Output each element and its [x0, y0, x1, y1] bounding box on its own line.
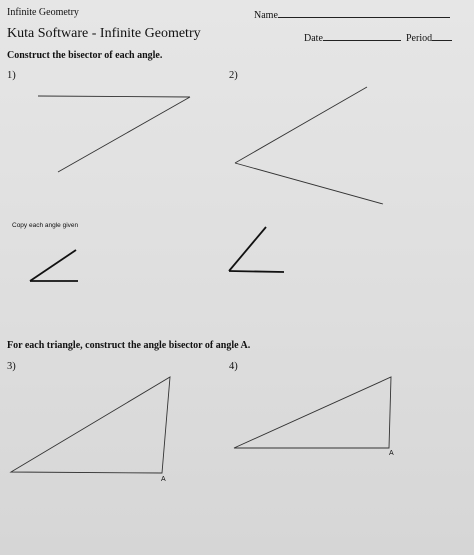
triangle-4	[234, 377, 391, 448]
worksheet-title: Kuta Software - Infinite Geometry	[7, 26, 201, 41]
triangle-3	[11, 377, 170, 473]
problem-4-number: 4)	[229, 361, 238, 372]
problem-3-number: 3)	[7, 361, 16, 372]
problem-2-number: 2)	[229, 70, 238, 81]
name-label: Name	[254, 10, 278, 21]
period-label: Period	[406, 33, 433, 44]
section1-instruction: Construct the bisector of each angle.	[7, 50, 163, 61]
problem-1-angle	[38, 96, 190, 172]
section2-instruction: For each triangle, construct the angle bisector of angle A.	[7, 340, 251, 351]
copy-angle-left	[30, 250, 78, 281]
date-label: Date	[304, 33, 323, 44]
course-label: Infinite Geometry	[7, 7, 79, 18]
copy-angle-right	[229, 227, 284, 272]
problem-1-number: 1)	[7, 70, 16, 81]
copy-angle-note: Copy each angle given	[12, 222, 79, 229]
problem-2-angle	[235, 87, 383, 204]
triangle-3-vertex-a-label: A	[161, 476, 166, 483]
triangle-4-vertex-a-label: A	[389, 450, 394, 457]
